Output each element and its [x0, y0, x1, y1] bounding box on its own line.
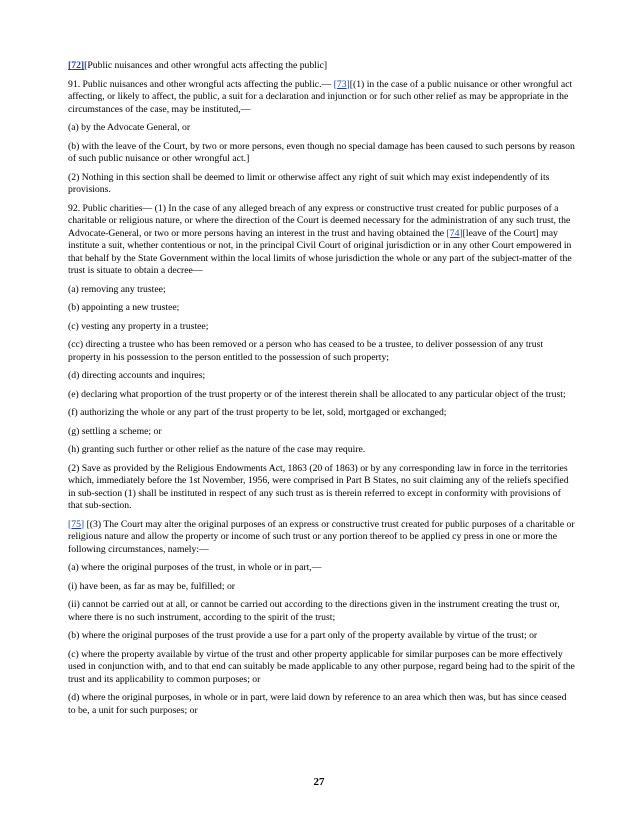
clause-92-cc: (cc) directing a trustee who has been removed or a person who has ceased to be a trustee, to deliver possession of any trust property in his possession to the person entitled to the possession of such property;	[68, 339, 544, 363]
clause-92-3-c: (c) where the property available by virtue of the trust and other property applicable for similar purposes can be more effectively used in conjunction with, and to that end can suitably be made applicable to any other purpose, regard being had to the spirit of the trust and its applicability to common purposes; or	[68, 648, 575, 685]
section-92-paragraph	[68, 203, 576, 278]
clause-92-e: (e) declaring what proportion of the trust property or of the interest therein shall be allocated to any particular object of the trust;	[68, 388, 566, 400]
section-heading	[68, 60, 576, 73]
page-number: 27	[313, 776, 325, 788]
clause-92-f: (f) authorizing the whole or any part of the trust property to be let, sold, mortgaged or exchanged;	[68, 407, 447, 418]
clause-92-g: (g) settling a scheme; or	[68, 425, 162, 437]
subsection-92-3	[68, 519, 576, 557]
footnote-link-75[interactable]: [75]	[68, 518, 85, 530]
clause-92-h: (h) granting such further or other relief as the nature of the case may require.	[68, 444, 366, 455]
heading-text: [Public nuisances and other wrongful acts affecting the public]	[84, 60, 328, 71]
footnote-link-73[interactable]: [73]	[333, 78, 350, 90]
subsection-92-3-text: [(3) The Court may alter the original purposes of an express or constructive trust created for public purposes of a charitable or religious nature and allow the property or income of such trust or any portion thereof to be applied cy press in one or more the following circumstances, namely:—	[68, 518, 575, 555]
clause-92-c: (c) vesting any property in a trustee;	[68, 320, 209, 332]
clause-92-3-a-i: (i) have been, as far as may be, fulfilled; or	[68, 580, 236, 592]
subsection-92-2: (2) Save as provided by the Religious Endowments Act, 1863 (20 of 1863) or by any corresponding law in force in the territories which, immediately before the 1st November, 1956, were comprised in Part B States, no suit claiming any of the reliefs specified in sub-section (1) shall be instituted in respect of any such trust as is therein referred to except in conformity with provisions of that sub-section.	[68, 462, 569, 511]
section-91-paragraph	[68, 79, 576, 117]
clause-92-d: (d) directing accounts and inquires;	[68, 370, 206, 381]
clause-92-3-d: (d) where the original purposes, in whole or in part, were laid down by reference to an area which then was, but has since ceased to be, a unit for such purposes; or	[68, 692, 567, 716]
footnote-link-74[interactable]: [74]	[446, 227, 463, 239]
clause-92-3-b: (b) where the original purposes of the trust provide a use for a part only of the property available by virtue of the trust; or	[68, 630, 538, 641]
clause-92-b: (b) appointing a new trustee;	[68, 302, 180, 313]
clause-91-b: (b) with the leave of the Court, by two or more persons, even though no special damage has been caused to such persons by reason of such public nuisance or other wrongful act.]	[68, 140, 575, 164]
clause-92-3-a-ii: (ii) cannot be carried out at all, or cannot be carried out according to the directions given in the instrument creating the trust or, where there is no such instrument, according to the spirit of the trust;	[68, 599, 560, 623]
section-92-lead: 92. Public charities— (1) In the case of any alleged breach of any express or constructive trust created for public purposes of a charitable or religious nature, or where the direction of the Court is deemed necessary for the administration of any such trust, the Advocate-General, or two or more persons having an interest in the trust and having obtained the	[68, 202, 571, 239]
section-91-lead: 91. Public nuisances and other wrongful acts affecting the public.—	[68, 78, 334, 90]
clause-92-a: (a) removing any trustee;	[68, 283, 166, 295]
section-91-text: [(1) in the case of a public nuisance or other wrongful act affecting, or likely to affect, the public, a suit for a declaration and injunction or for such other relief as may be appropriate in the circumstances of the case, may be instituted,—	[68, 78, 573, 115]
clause-91-a: (a) by the Advocate General, or	[68, 122, 191, 133]
clause-92-3-a: (a) where the original purposes of the trust, in whole or in part,—	[68, 562, 322, 573]
subsection-91-2: (2) Nothing in this section shall be deemed to limit or otherwise affect any right of suit which may exist independently of its provisions.	[68, 171, 550, 195]
footnote-link-72[interactable]: [72]	[68, 60, 85, 71]
section-92-text: [leave of the Court] may institute a suit, whether contentious or not, in the principal Civil Court of original jurisdiction or in any other Court empowered in that behalf by the State Government within the local limits of whose jurisdiction the whole or any part of the subject-matter of the trust is situate to obtain a decree—	[68, 227, 572, 276]
